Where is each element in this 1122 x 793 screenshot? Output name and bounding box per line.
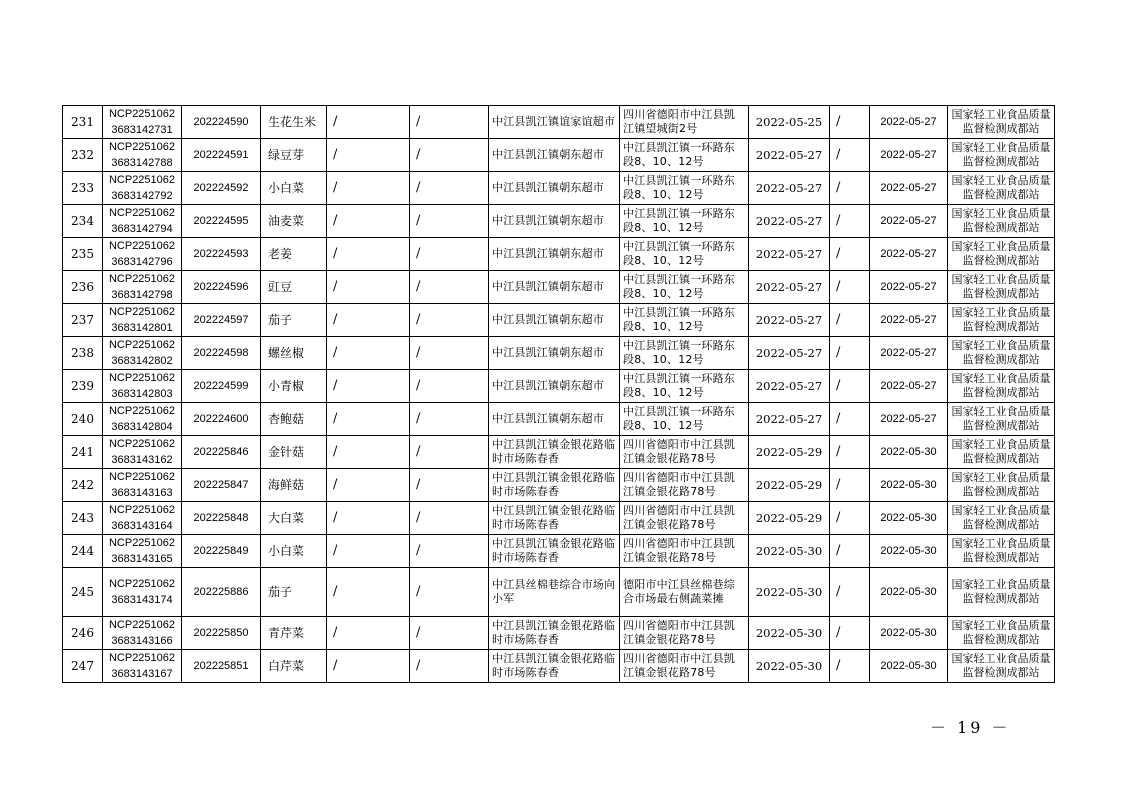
slash-cell: / (830, 436, 870, 469)
sampling-date: 2022-05-27 (870, 403, 948, 436)
testing-organization: 国家轻工业食品质量监督检测成都站 (948, 271, 1055, 304)
sampled-unit-address: 四川省德阳市中江县凯江镇金银花路78号 (620, 617, 749, 650)
sampling-date: 2022-05-30 (870, 568, 948, 617)
task-number: 202224590 (182, 106, 261, 139)
slash-cell: / (327, 271, 410, 304)
sampling-date: 2022-05-27 (870, 106, 948, 139)
slash-cell: / (830, 304, 870, 337)
sampled-unit-address: 中江县凯江镇一环路东段8、10、12号 (620, 205, 749, 238)
table-row (63, 650, 1055, 683)
sample-code (103, 337, 182, 370)
task-number: 202224599 (182, 370, 261, 403)
slash-cell: / (830, 403, 870, 436)
testing-organization: 国家轻工业食品质量监督检测成都站 (948, 106, 1055, 139)
production-date: 2022-05-27 (749, 205, 830, 238)
row-number: 244 (63, 535, 103, 568)
sample-name: 金针菇 (261, 436, 327, 469)
sampled-unit-name: 中江县凯江镇朝东超市 (489, 370, 620, 403)
testing-organization: 国家轻工业食品质量监督检测成都站 (948, 568, 1055, 617)
sampled-unit-name: 中江县凯江镇金银花路临时市场陈春香 (489, 535, 620, 568)
sample-code-line-2: 3683143165 (111, 553, 173, 565)
row-number: 236 (63, 271, 103, 304)
testing-organization: 国家轻工业食品质量监督检测成都站 (948, 139, 1055, 172)
sample-code-line-1: NCP2251062 (108, 174, 176, 186)
sample-name: 白芹菜 (261, 650, 327, 683)
table-row (63, 502, 1055, 535)
sampled-unit-name: 中江县丝棉巷综合市场向小军 (489, 568, 620, 617)
production-date: 2022-05-27 (749, 403, 830, 436)
task-number: 202225851 (182, 650, 261, 683)
task-number: 202225847 (182, 469, 261, 502)
row-number: 231 (63, 106, 103, 139)
slash-cell: / (327, 617, 410, 650)
slash-cell: / (410, 403, 489, 436)
slash-cell: / (830, 106, 870, 139)
sample-code (103, 304, 182, 337)
row-number: 243 (63, 502, 103, 535)
sampled-unit-address: 四川省德阳市中江县凯江镇金银花路78号 (620, 469, 749, 502)
sampled-unit-name: 中江县凯江镇朝东超市 (489, 337, 620, 370)
sampling-date: 2022-05-30 (870, 650, 948, 683)
sample-code-line-1: NCP2251062 (108, 504, 176, 516)
task-number: 202224593 (182, 238, 261, 271)
task-number: 202224592 (182, 172, 261, 205)
task-number: 202224598 (182, 337, 261, 370)
slash-cell: / (327, 568, 410, 617)
sample-code-line-1: NCP2251062 (108, 438, 176, 450)
sampled-unit-name: 中江县凯江镇金银花路临时市场陈春香 (489, 436, 620, 469)
sample-code (103, 617, 182, 650)
sample-code-line-2: 3683143174 (111, 594, 173, 606)
row-number: 242 (63, 469, 103, 502)
task-number: 202225850 (182, 617, 261, 650)
sampled-unit-name: 中江县凯江镇金银花路临时市场陈春香 (489, 617, 620, 650)
row-number: 234 (63, 205, 103, 238)
production-date: 2022-05-29 (749, 436, 830, 469)
sample-code (103, 205, 182, 238)
testing-organization: 国家轻工业食品质量监督检测成都站 (948, 650, 1055, 683)
task-number: 202224597 (182, 304, 261, 337)
production-date: 2022-05-30 (749, 568, 830, 617)
sample-code-line-2: 3683143163 (111, 487, 173, 499)
sampled-unit-name: 中江县凯江镇金银花路临时市场陈春香 (489, 469, 620, 502)
sample-code (103, 238, 182, 271)
slash-cell: / (327, 469, 410, 502)
testing-organization: 国家轻工业食品质量监督检测成都站 (948, 337, 1055, 370)
sample-code (103, 502, 182, 535)
table-row (63, 469, 1055, 502)
testing-organization: 国家轻工业食品质量监督检测成都站 (948, 469, 1055, 502)
slash-cell: / (830, 271, 870, 304)
slash-cell: / (410, 238, 489, 271)
slash-cell: / (327, 650, 410, 683)
sample-code (103, 535, 182, 568)
table-row (63, 172, 1055, 205)
table-row (63, 403, 1055, 436)
slash-cell: / (327, 403, 410, 436)
slash-cell: / (327, 436, 410, 469)
sampling-date: 2022-05-27 (870, 304, 948, 337)
table-row (63, 535, 1055, 568)
slash-cell: / (327, 304, 410, 337)
sample-code-line-2: 3683142794 (111, 223, 173, 235)
slash-cell: / (830, 617, 870, 650)
sample-code-line-1: NCP2251062 (108, 405, 176, 417)
table-row (63, 337, 1055, 370)
table-row (63, 139, 1055, 172)
row-number: 246 (63, 617, 103, 650)
slash-cell: / (410, 568, 489, 617)
slash-cell: / (410, 535, 489, 568)
slash-cell: / (410, 271, 489, 304)
slash-cell: / (410, 205, 489, 238)
slash-cell: / (830, 469, 870, 502)
production-date: 2022-05-27 (749, 172, 830, 205)
task-number: 202225886 (182, 568, 261, 617)
page-number: － 19 － (930, 718, 1011, 737)
row-number: 247 (63, 650, 103, 683)
table-row (63, 617, 1055, 650)
sampled-unit-name: 中江县凯江镇朝东超市 (489, 172, 620, 205)
production-date: 2022-05-25 (749, 106, 830, 139)
sample-code-line-1: NCP2251062 (108, 108, 176, 120)
sample-name: 绿豆芽 (261, 139, 327, 172)
slash-cell: / (327, 238, 410, 271)
task-number: 202224596 (182, 271, 261, 304)
sample-code-line-1: NCP2251062 (108, 273, 176, 285)
sampling-date: 2022-05-27 (870, 172, 948, 205)
row-number: 235 (63, 238, 103, 271)
sample-code (103, 469, 182, 502)
sample-code (103, 271, 182, 304)
task-number: 202224600 (182, 403, 261, 436)
production-date: 2022-05-29 (749, 502, 830, 535)
sampled-unit-address: 德阳市中江县丝棉巷综合市场最右侧蔬菜摊 (620, 568, 749, 617)
task-number: 202224595 (182, 205, 261, 238)
sampling-date: 2022-05-27 (870, 337, 948, 370)
testing-organization: 国家轻工业食品质量监督检测成都站 (948, 370, 1055, 403)
sample-code-line-2: 3683142803 (111, 388, 173, 400)
sampled-unit-address: 四川省德阳市中江县凯江镇金银花路78号 (620, 535, 749, 568)
testing-organization: 国家轻工业食品质量监督检测成都站 (948, 205, 1055, 238)
sampled-unit-name: 中江县凯江镇朝东超市 (489, 403, 620, 436)
sampled-unit-address: 中江县凯江镇一环路东段8、10、12号 (620, 271, 749, 304)
testing-organization: 国家轻工业食品质量监督检测成都站 (948, 238, 1055, 271)
table-row (63, 271, 1055, 304)
row-number: 233 (63, 172, 103, 205)
sample-code-line-2: 3683142796 (111, 256, 173, 268)
sample-code (103, 106, 182, 139)
sampled-unit-address: 中江县凯江镇一环路东段8、10、12号 (620, 172, 749, 205)
sample-code-line-1: NCP2251062 (108, 652, 176, 664)
testing-organization: 国家轻工业食品质量监督检测成都站 (948, 502, 1055, 535)
sample-code (103, 370, 182, 403)
slash-cell: / (327, 139, 410, 172)
task-number: 202224591 (182, 139, 261, 172)
sample-name: 小白菜 (261, 535, 327, 568)
table-row (63, 238, 1055, 271)
sample-code-line-2: 3683142804 (111, 421, 173, 433)
sample-name: 油麦菜 (261, 205, 327, 238)
sample-code-line-1: NCP2251062 (108, 471, 176, 483)
sampling-results-table (62, 105, 1055, 683)
production-date: 2022-05-27 (749, 304, 830, 337)
sampling-date: 2022-05-27 (870, 139, 948, 172)
sample-code (103, 436, 182, 469)
slash-cell: / (410, 469, 489, 502)
sampling-date: 2022-05-30 (870, 535, 948, 568)
slash-cell: / (830, 370, 870, 403)
sampled-unit-name: 中江县凯江镇朝东超市 (489, 205, 620, 238)
sampling-date: 2022-05-30 (870, 436, 948, 469)
sampled-unit-name: 中江县凯江镇金银花路临时市场陈春香 (489, 502, 620, 535)
sample-code-line-1: NCP2251062 (108, 306, 176, 318)
row-number: 239 (63, 370, 103, 403)
production-date: 2022-05-30 (749, 617, 830, 650)
sample-name: 小青椒 (261, 370, 327, 403)
sampling-date: 2022-05-30 (870, 469, 948, 502)
sampled-unit-name: 中江县凯江镇朝东超市 (489, 271, 620, 304)
sampled-unit-address: 中江县凯江镇一环路东段8、10、12号 (620, 370, 749, 403)
slash-cell: / (830, 238, 870, 271)
testing-organization: 国家轻工业食品质量监督检测成都站 (948, 172, 1055, 205)
table-body (63, 106, 1055, 683)
slash-cell: / (830, 650, 870, 683)
sampled-unit-address: 四川省德阳市中江县凯江镇望城街2号 (620, 106, 749, 139)
sample-code (103, 568, 182, 617)
slash-cell: / (410, 436, 489, 469)
production-date: 2022-05-27 (749, 139, 830, 172)
production-date: 2022-05-27 (749, 271, 830, 304)
slash-cell: / (830, 205, 870, 238)
sample-name: 豇豆 (261, 271, 327, 304)
sample-code (103, 172, 182, 205)
sampled-unit-name: 中江县凯江镇朝东超市 (489, 139, 620, 172)
production-date: 2022-05-27 (749, 337, 830, 370)
sampled-unit-name: 中江县凯江镇金银花路临时市场陈春香 (489, 650, 620, 683)
sample-code-line-1: NCP2251062 (108, 619, 176, 631)
slash-cell: / (410, 617, 489, 650)
testing-organization: 国家轻工业食品质量监督检测成都站 (948, 535, 1055, 568)
sample-name: 青芹菜 (261, 617, 327, 650)
row-number: 232 (63, 139, 103, 172)
sampled-unit-address: 中江县凯江镇一环路东段8、10、12号 (620, 304, 749, 337)
slash-cell: / (327, 172, 410, 205)
sample-name: 大白菜 (261, 502, 327, 535)
slash-cell: / (327, 106, 410, 139)
sampled-unit-name: 中江县凯江镇朝东超市 (489, 304, 620, 337)
sample-code-line-2: 3683142801 (111, 322, 173, 334)
slash-cell: / (327, 502, 410, 535)
sample-name: 茄子 (261, 304, 327, 337)
slash-cell: / (830, 502, 870, 535)
row-number: 245 (63, 568, 103, 617)
production-date: 2022-05-29 (749, 469, 830, 502)
sampled-unit-name: 中江县凯江镇朝东超市 (489, 238, 620, 271)
table-row (63, 205, 1055, 238)
sampling-date: 2022-05-27 (870, 370, 948, 403)
sampled-unit-address: 中江县凯江镇一环路东段8、10、12号 (620, 337, 749, 370)
testing-organization: 国家轻工业食品质量监督检测成都站 (948, 403, 1055, 436)
slash-cell: / (327, 535, 410, 568)
table-row (63, 370, 1055, 403)
sample-code-line-2: 3683142792 (111, 190, 173, 202)
sample-name: 杏鲍菇 (261, 403, 327, 436)
row-number: 238 (63, 337, 103, 370)
sampled-unit-address: 中江县凯江镇一环路东段8、10、12号 (620, 139, 749, 172)
testing-organization: 国家轻工业食品质量监督检测成都站 (948, 617, 1055, 650)
sample-code-line-1: NCP2251062 (108, 339, 176, 351)
table-row (63, 568, 1055, 617)
sample-code-line-2: 3683142731 (111, 124, 173, 136)
sampled-unit-address: 四川省德阳市中江县凯江镇金银花路78号 (620, 502, 749, 535)
slash-cell: / (410, 650, 489, 683)
sample-code-line-2: 3683142788 (111, 157, 173, 169)
table-row (63, 436, 1055, 469)
sampling-date: 2022-05-27 (870, 238, 948, 271)
slash-cell: / (830, 568, 870, 617)
sampling-date: 2022-05-27 (870, 271, 948, 304)
sample-code-line-2: 3683142802 (111, 355, 173, 367)
sample-code-line-2: 3683143164 (111, 520, 173, 532)
sample-name: 小白菜 (261, 172, 327, 205)
sample-code-line-2: 3683142798 (111, 289, 173, 301)
table-row (63, 304, 1055, 337)
production-date: 2022-05-30 (749, 535, 830, 568)
sample-code-line-1: NCP2251062 (108, 141, 176, 153)
sampling-date: 2022-05-27 (870, 205, 948, 238)
sample-code-line-2: 3683143167 (111, 668, 173, 680)
sampled-unit-address: 四川省德阳市中江县凯江镇金银花路78号 (620, 436, 749, 469)
sample-code-line-1: NCP2251062 (108, 372, 176, 384)
slash-cell: / (410, 370, 489, 403)
slash-cell: / (410, 139, 489, 172)
sample-code (103, 403, 182, 436)
testing-organization: 国家轻工业食品质量监督检测成都站 (948, 304, 1055, 337)
sample-name: 茄子 (261, 568, 327, 617)
sample-name: 螺丝椒 (261, 337, 327, 370)
slash-cell: / (410, 172, 489, 205)
sampled-unit-address: 中江县凯江镇一环路东段8、10、12号 (620, 403, 749, 436)
slash-cell: / (327, 205, 410, 238)
slash-cell: / (830, 337, 870, 370)
sample-name: 生花生米 (261, 106, 327, 139)
slash-cell: / (327, 370, 410, 403)
testing-organization: 国家轻工业食品质量监督检测成都站 (948, 436, 1055, 469)
row-number: 237 (63, 304, 103, 337)
sample-code (103, 650, 182, 683)
sample-code (103, 139, 182, 172)
sample-name: 海鲜菇 (261, 469, 327, 502)
slash-cell: / (830, 535, 870, 568)
slash-cell: / (327, 337, 410, 370)
production-date: 2022-05-27 (749, 238, 830, 271)
slash-cell: / (410, 502, 489, 535)
slash-cell: / (830, 139, 870, 172)
row-number: 240 (63, 403, 103, 436)
row-number: 241 (63, 436, 103, 469)
task-number: 202225846 (182, 436, 261, 469)
task-number: 202225849 (182, 535, 261, 568)
sample-code-line-2: 3683143162 (111, 454, 173, 466)
sample-code-line-1: NCP2251062 (108, 240, 176, 252)
task-number: 202225848 (182, 502, 261, 535)
sampling-date: 2022-05-30 (870, 502, 948, 535)
sampled-unit-address: 中江县凯江镇一环路东段8、10、12号 (620, 238, 749, 271)
production-date: 2022-05-30 (749, 650, 830, 683)
slash-cell: / (830, 172, 870, 205)
sampled-unit-address: 四川省德阳市中江县凯江镇金银花路78号 (620, 650, 749, 683)
sample-name: 老姜 (261, 238, 327, 271)
slash-cell: / (410, 337, 489, 370)
production-date: 2022-05-27 (749, 370, 830, 403)
slash-cell: / (410, 106, 489, 139)
sample-code-line-1: NCP2251062 (108, 207, 176, 219)
sample-code-line-2: 3683143166 (111, 635, 173, 647)
table-row (63, 106, 1055, 139)
sample-code-line-1: NCP2251062 (108, 578, 176, 590)
slash-cell: / (410, 304, 489, 337)
sampling-date: 2022-05-30 (870, 617, 948, 650)
sample-code-line-1: NCP2251062 (108, 537, 176, 549)
sampled-unit-name: 中江县凯江镇谊家谊超市 (489, 106, 620, 139)
